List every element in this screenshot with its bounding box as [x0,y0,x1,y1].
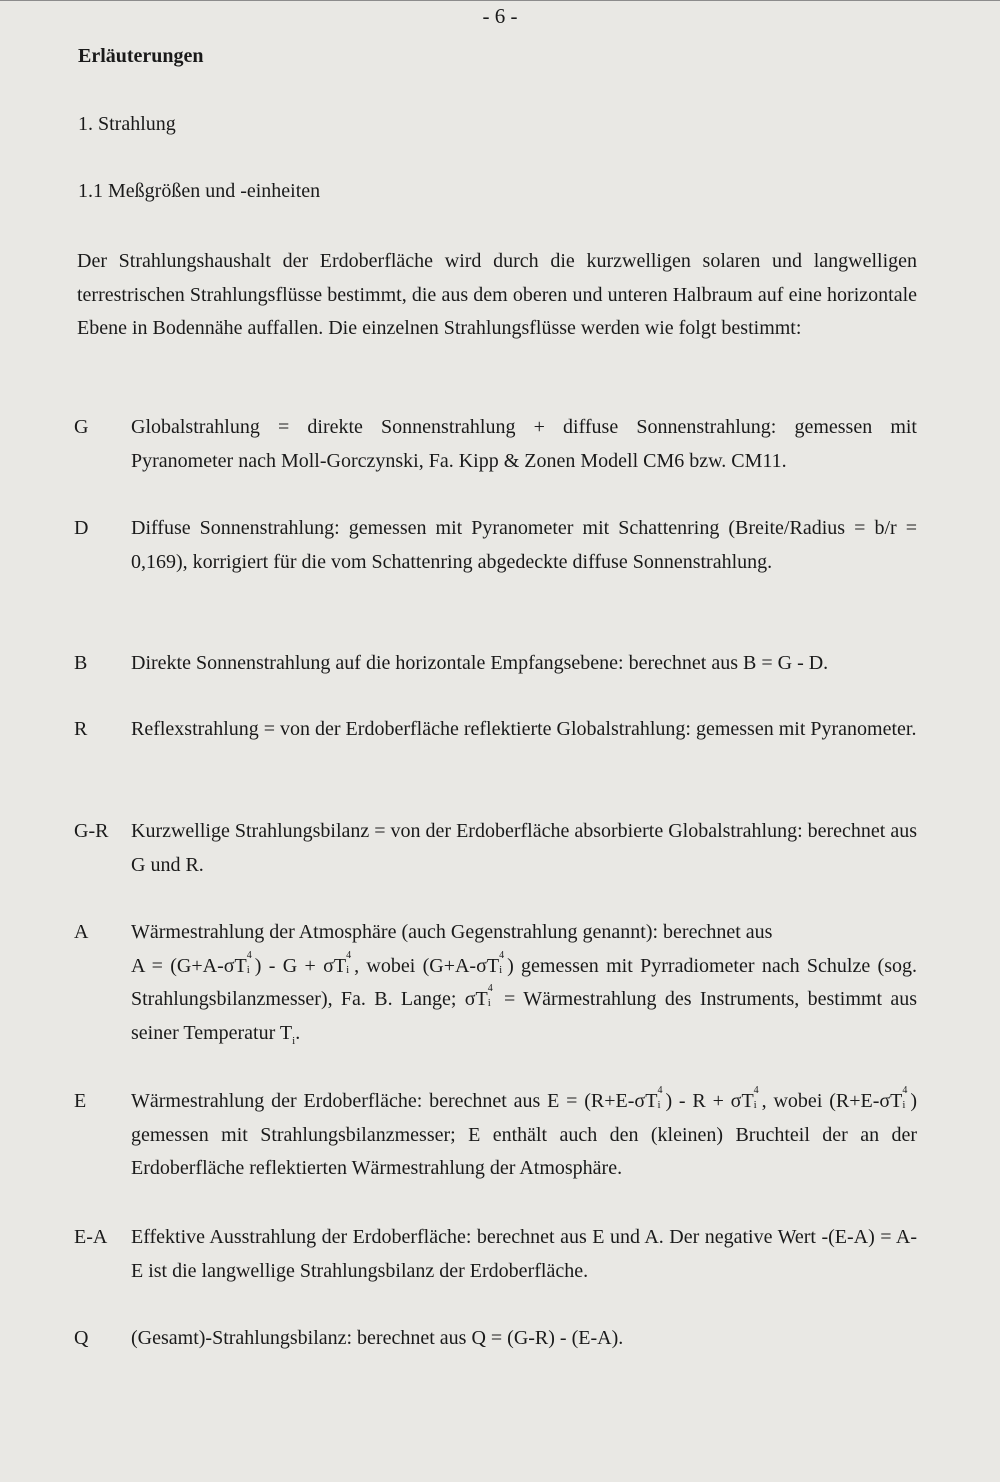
entry-symbol: B [74,652,88,674]
formula-text: , wobei (G+A-σT [354,954,500,977]
entry-total-balance [74,1322,917,1356]
formula-text: = Wärmestrahlung des Instruments, bestimmt aus seiner Temperatur T [131,988,917,1044]
formula-text: ) gemessen mit Strahlungsbilanzmesser; E enthält auch den (kleinen) Bruchteil der an der Erdoberfläche reflektierten Wärmestrahlung der Atmosphäre. [131,1090,918,1179]
section-title-1-1: 1.1 Meßgrößen und -einheiten [78,180,321,202]
entry-surface-radiation [74,1085,917,1186]
entry-description: (Gesamt)-Strahlungsbilanz: berechnet aus Q = (G-R) - (E-A). [131,1327,624,1349]
entry-symbol: A [74,921,89,943]
formula-text: ) - R + σT [665,1090,754,1112]
exponent-index: 4 i [753,1085,759,1111]
entry-direct-radiation [74,647,917,681]
subscript-index: i [292,1034,296,1047]
entry-symbol: G-R [74,820,109,842]
entry-description [131,1085,917,1186]
exponent-index: 4 i [346,949,352,976]
exponent-index: 4 i [657,1085,663,1111]
formula-text: Wärmestrahlung der Erdoberfläche: berechnet aus E = (R+E-σT [131,1090,658,1112]
exponent-index: 4 i [499,949,505,976]
entry-description: Kurzwellige Strahlungsbilanz = von der Erdoberfläche absorbierte Globalstrahlung: berechnet aus G und R. [131,820,918,876]
entry-description: Reflexstrahlung = von der Erdoberfläche reflektierte Globalstrahlung: gemessen mit Pyranometer. [131,718,917,740]
entry-diffuse-radiation [74,512,917,579]
entry-description [131,916,917,1050]
entry-shortwave-balance [74,815,917,882]
entry-symbol: E [74,1090,87,1112]
section-title-1: 1. Strahlung [78,113,176,135]
intro-paragraph: Der Strahlungshaushalt der Erdoberfläche wird durch die kurzwelligen solaren und langwelligen terrestrischen Strahlungsflüsse bestimmt, die aus dem oberen und unteren Halbraum auf eine horizontale Ebene in Bodennähe auffallen. Die einzelnen Strahlungsflüsse werden wie folgt bestimmt: [77,250,917,339]
entry-symbol: D [74,517,89,539]
entry-symbol: E-A [74,1226,108,1248]
formula-text: , wobei (R+E-σT [761,1090,903,1112]
entry-symbol: Q [74,1327,89,1349]
entry-description: Diffuse Sonnenstrahlung: gemessen mit Pyranometer mit Schattenring (Breite/Radius = b/r = 0,169), korrigiert für die vom Schattenring abgedeckte diffuse Sonnenstrahlung. [131,517,917,573]
entry-description: Direkte Sonnenstrahlung auf die horizontale Empfangsebene: berechnet aus B = G - D. [131,652,829,674]
page-heading: Erläuterungen [78,45,204,67]
entry-atmospheric-radiation [74,916,917,1050]
entry-description: Globalstrahlung = direkte Sonnenstrahlung + diffuse Sonnenstrahlung: gemessen mit Pyranometer nach Moll-Gorczynski, Fa. Kipp & Zonen Modell CM6 bzw. CM11. [131,416,917,472]
entry-symbol: R [74,718,88,740]
entry-symbol: G [74,416,89,438]
exponent-index: 4 i [246,949,252,976]
entry-effective-emission [74,1221,917,1288]
page-number: - 6 - [482,4,518,28]
entry-description: Effektive Ausstrahlung der Erdoberfläche: berechnet aus E und A. Der negative Wert -(E-A) = A-E ist die langwellige Strahlungsbilanz der Erdoberfläche. [131,1226,917,1282]
formula-text: ) gemessen mit Pyrradiometer nach Schulze (sog. Strahlungsbilanzmesser), Fa. B. Lange; σT [131,954,917,1010]
formula-text: Wärmestrahlung der Atmosphäre (auch Gegenstrahlung genannt): berechnet aus [131,921,773,943]
exponent-index: 4 i [902,1085,908,1111]
entry-reflex-radiation [74,713,917,747]
exponent-index: 4 i [487,983,493,1009]
formula-text: . [295,1021,301,1044]
formula-text: ) - G + σT [254,954,347,977]
entry-global-radiation [74,411,917,478]
formula-text: A = (G+A-σT [131,954,247,977]
